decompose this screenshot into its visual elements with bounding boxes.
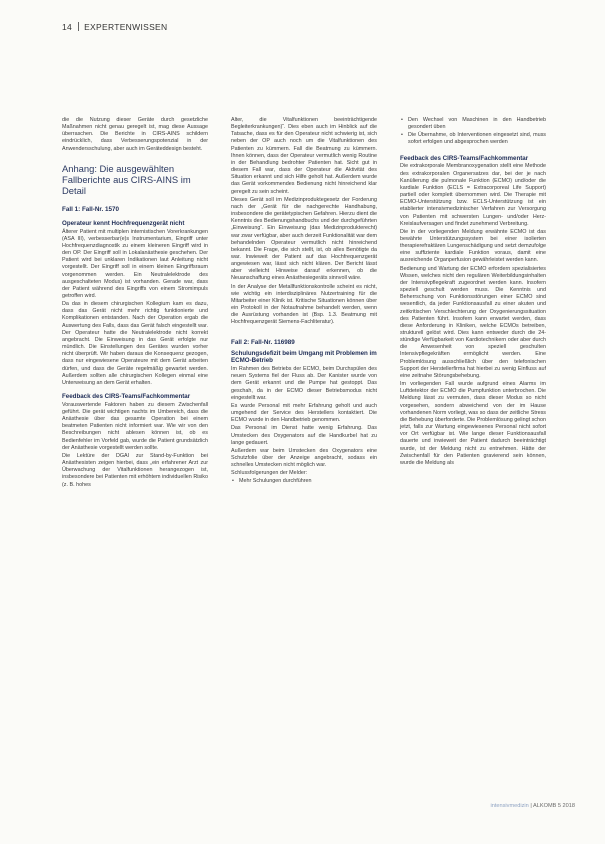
case1-feedback-title: Feedback des CIRS-Teams/Fachkommentar	[62, 393, 191, 401]
case2-paragraph: Das Personal im Dienst hatte wenig Erfahrung. Das Umstecken des Oxygenators auf die Handkurbel hat zu lange gedauert.	[231, 425, 377, 446]
case1-feedback-paragraph: Alter, die Vitalfunktionen beeinträchtigende Begleiterkrankungen)“. Dies eben auch im Hinblick auf die Tatsache, dass es für den Operateur nicht schwierig ist, sich neben der OP auch noch um die Vitalfunktionen des Patienten zu kümmern. Fall die Beatmung zu kümmern. Ihnen können, dass der Operateur vermutlich wenig Routine in der Behandlung bedrohter Patienten hat. Sicht gut in diesem Fall war, dass der Operateur die Aktivität des Situation erkannt und sich Hilfe geholt hat. Außerdem wurde das Gerät vorkommendes Bedienung nicht hinreichend klar geregelt zu sein scheint.	[231, 117, 377, 195]
case1-subtitle: Operateur kennt Hochfrequenzgerät nicht	[62, 219, 185, 227]
case2-feedback-paragraph: Im vorliegenden Fall wurde aufgrund eines Alarms im Luftdetektor der ECMO die Pumpfunktion unterbrochen. Die Meldung lässt zu vermuten, dass dieser Modus so nicht vorgesehen, sondern abweichend von der im Hause vorhandenen Norm vorliegt, was so dass der zeitliche Stress die Behebung überforderte. Die Problemlösung gelingt schon jetzt, falls zur Wartung eingewiesenes Personal nicht sofort vor Ort verfügbar ist. Wie lange dieser Funktionsausfall dauerte und inwieweit der Patient dadurch beeinträchtigt wurde, ist der Meldung nicht zu entnehmen. Hätte der Zwischenfall für den Patienten gravierend sein können, wurde die Meldung als	[400, 381, 546, 466]
case1-title: Fall 1: Fall-Nr. 1570	[62, 205, 120, 213]
case2-paragraph: Schlussfolgerungen der Melder:	[231, 470, 308, 477]
list-item: • Den Wechsel von Maschinen in den Handbetrieb gesondert üben	[400, 117, 546, 131]
case2-paragraph: Außerdem war beim Umstecken des Oxygenators eine Schutzfolie über der Anzeige angebracht, sodass ein schnelles Umstecken nicht möglich war.	[231, 447, 377, 469]
case2-paragraph: Im Rahmen des Betriebs der ECMO, beim Durchspülen des neuen Systems fiel der Fluss ab. Der Kanister wurde von dem Gerät erkannt und die Pumpe hat gestoppt. Das geschah, da in der ECMO dieser Betriebsmodus nicht eingestellt war.	[231, 366, 377, 401]
case1-paragraph: Da das in diesem chirurgischen Kollegium kam es dazu, dass das Gerät nicht mehr richtig funktionierte und Komplikationen entstanden. Nach der Operation ergab die Auswertung des Falls, dass das Gerät falsch eingestellt war. Der Operateur hatte die Neutralelektrode nicht korrekt angebracht. Die Einweisung in das Gerät erfolgte nur mündlich. Die Einstellungen des Gerätes wurden vorher nicht überprüft. Wir haben daraus die Konsequenz gezogen, dass nur eingewiesene Operateure mit dem Gerät arbeiten dürfen, und dass die Geräte regelmäßig gewartet werden. Außerdem sollten alle chirurgischen Kollegen einmal eine Unterweisung an dem Gerät erhalten.	[62, 301, 208, 386]
header-divider	[78, 22, 79, 31]
case2-feedback-paragraph: Bedienung und Wartung der ECMO erfordern spezialisiertes Wissen, welches nicht den regulären Weiterbildungsinhalten der Intensivpflegekraft zugeordnet werden kann. Insofern speziell geschult werden muss. Die Kenntnis und Beherrschung von Funktionsstörungen einer ECMO sind wesentlich, da jeder Funktionsausfall zu einer akuten und zeitkritischen Verschlechterung der Oxygenierungssituation des Patienten führt. Insofern kann erwartet werden, dass diese Anforderung in Kliniken, welche ECMOs betreiben, strukturell gelöst wird. Dies kann entweder durch die 24-stündige Verfügbarkeit von Kardiotechnikern oder aber durch die Anwesenheit von speziell geschulten Intensivpflegekräften ermöglicht werden. Eine Problemlösung ausschließlich über den telefonischen Support der Herstellerfirma hat hierbei zu wenig Einfluss auf eine zeitnahe Störungsbehebung.	[400, 265, 546, 379]
case2-paragraph: Es wurde Personal mit mehr Erfahrung geholt und auch umgehend der Service des Herstellers kontaktiert. Die ECMO wurde in den Handbetrieb genommen.	[231, 402, 377, 424]
footer-brand: intensivmedizin	[490, 803, 529, 809]
conclusions-list	[231, 478, 377, 485]
list-item: • Mehr Schulungen durchführen	[231, 478, 377, 485]
case1-feedback-paragraph: Dieses Gerät soll im Medizinproduktegesetz der Forderung nach der „Gerät für die nachgerechte Handhabung, insbesondere die gerätetypischen Gefahren. Hierzu dient die Kenntnis des Bedienungshandbuchs und der durchgeführten „Einweisung“. Ein Einweisung (das Medizinprodukterecht) war zwar verfügbar, aber auch derzeit Funktionalität war dem behandelnden Operateur vermutlich nicht hinreichend bekannt. Die Frage, die sich stellt, ist, ob alles Benötigte da war. Inwieweit der Patient auf das Hochfrequenzgerät angewiesen war, lässt sich nicht klären. Der Bericht lässt aber vielleicht Hinweise darauf erkennen, ob die Neuanschaffung eines Anästhesiegeräts sinnvoll wäre.	[231, 196, 377, 282]
intro-paragraph: die die Nutzung dieser Geräte durch gesetzliche Maßnahmen nicht genau geregelt ist, mag diese Aussage überraschen. Die Berichte in CIRS-AINS schildern eindrücklich, dass Verbesserungspotenzial in der Anwendersschulung, aber auch im Geräteddesign besteht.	[62, 117, 208, 152]
page-footer: intensivmedizin | ALKOMB 5 2018	[490, 803, 575, 809]
conclusions-list	[400, 117, 546, 147]
column-left	[62, 117, 208, 490]
case1-paragraph: Älterer Patient mit multiplen internistischen Vorerkrankungen (ASA III), verbesserbar(e)s Instrumentarium, Eingriff unter Hochfrequenzdiagnostik zu einem kleineren Eingriff wird in den OP. Der Eingriff soll in Lokalanästhesie geschehen. Der Patient wird bei unklaren Indikationen laut Anleitung nicht vorgestellt. Der Eingriff soll in einem kleinen Eingriffsraum vorgenommen werden. Ein Neutralelektrode des ausgeschalteten Modus) ist vorhanden. Gerade war, dass der Patient während des Eingriffs von einem Stromimpuls getroffen wird.	[62, 228, 208, 299]
page-header	[62, 22, 167, 32]
appendix-heading: Anhang: Die ausgewählten Fallberichte aus CIRS-AINS im Detail	[62, 162, 191, 196]
case2-feedback-paragraph: Die extrakorporale Membranoxygenation stellt eine Methode des extrakorporalen Organersatzes dar, bei der je nach Kanülierung die pulmonale Funktion (ECMO) und/oder die kardiale Funktion (ECLS = Extracorporeal Life Support) partiell oder komplett übernommen wird. Die Therapie mit ECMO-Unterstützung bzw. ECLS-Unterstützung ist ein etablierter intensivmedizinischer Verfahren zur Versorgung von Patienten mit schwersten Lungen- und/oder Herz-Kreislaufversagen und findet zunehmend Verbreitung.	[400, 163, 546, 227]
footer-issue: ALKOMB 5 2018	[533, 803, 575, 809]
case2-title: Fall 2: Fall-Nr. 116989	[231, 338, 295, 346]
section-title: EXPERTENWISSEN	[84, 22, 168, 32]
case1-feedback-paragraph: In der Analyse der Metallfunktionskontrolle scheint es nicht, wie wichtig ein interdisziplinäres Nutzertraining für die Mitarbeiter einer Klinik ist. Kritische Situationen können über ein Protokoll in der Notaufnahme behandelt werden, wenn die Ausrüstung vorhanden ist (Bsp. 1.3. Beatmung mit Hochfrequenzgerät Siemens-Fachliteratur).	[231, 283, 377, 326]
case2-feedback-paragraph: Die in der vorliegenden Meldung erwähnte ECMO ist das bewährte Unterstützungssystem bei einer isolierten therapierefraktären Lungenschädigung und setzt demzufolge eine suffiziente kardiale Funktion voraus, damit eine ausreichende Organperfusion gewährleistet werden kann.	[400, 228, 546, 264]
case2-subtitle: Schulungsdefizit beim Umgang mit Problemen im ECMO-Betrieb	[231, 349, 377, 365]
case1-feedback-paragraph: Vorauswertende Faktoren haben zu diesem Zwischenfall geführt. Die gerät wichtigen nachts im Umbereich, dass die Anästhesie über das gesamte Operation bei einem beatmeten Patienten nicht informiert war. Wie wir von den Beschreibungen nicht ablesen können ist, ob es Bedienfehler im Vorfeld gab, wurde die Patient grundsätzlich der Anästhesie vorgestellt werden sollte.	[62, 401, 208, 451]
page-number: 14	[62, 22, 73, 32]
column-right	[400, 117, 546, 468]
column-middle	[231, 117, 377, 487]
case2-feedback-title: Feedback des CIRS-Teams/Fachkommentar	[400, 154, 529, 162]
case1-feedback-paragraph: Die Lektüre der DGAI zur Stand-by-Funktion bei Anästhesisten zeigen hierbei, dass „ein erfahrener Arzt zur Überwachung der Vitalfunktionen herangezogen ist, insbesondere bei Patienten mit erhöhtem individuellen Risiko (z. B. hohes	[62, 452, 208, 488]
list-item: • Die Übernahme, ob Interventionen eingesetzt sind, muss sofort erfolgen und abgesprochen werden	[400, 132, 546, 146]
